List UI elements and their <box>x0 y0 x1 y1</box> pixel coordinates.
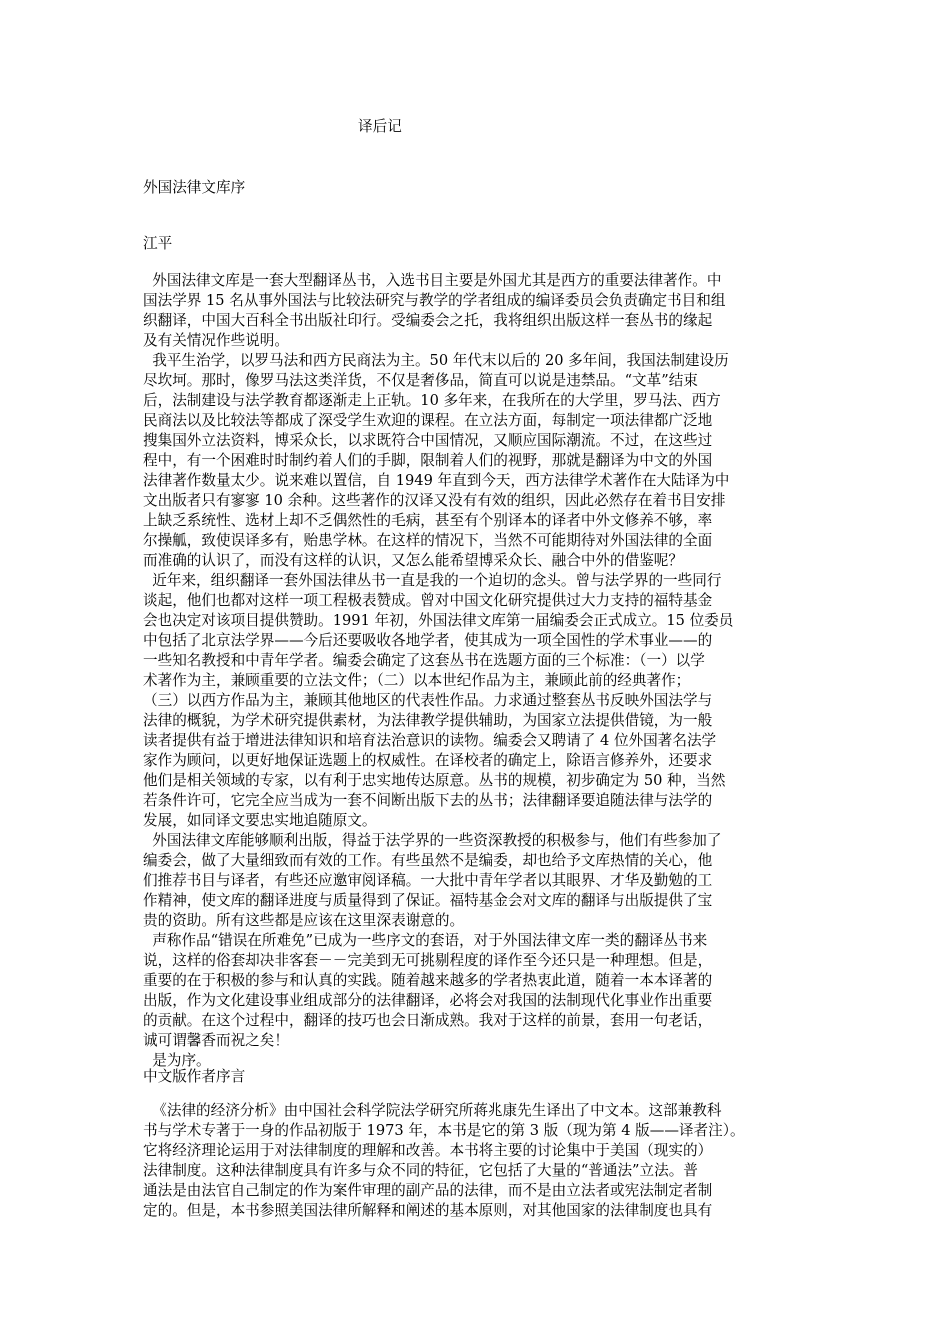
text-line: 《法律的经济分析》由中国社会科学院法学研究所蒋兆康先生译出了中文本。这部兼教科 <box>143 1102 722 1119</box>
text-line: 中包括了北京法学界——今后还要吸收各地学者，使其成为一项全国性的学术事业——的 <box>143 632 713 649</box>
text-line: 是为序。 <box>143 1052 211 1069</box>
text-line: 织翻译，中国大百科全书出版社印行。受编委会之托，我将组织出版这样一套丛书的缘起 <box>143 312 713 329</box>
text-line: 发展，如同译文要忠实地追随原文。 <box>143 812 377 829</box>
text-line: 法律著作数量太少。说来难以置信，自 1949 年直到今天，西方法律学术著作在大陆译为中 <box>143 472 730 489</box>
text-line: 外国法律文库能够顺利出版，得益于法学界的一些资深教授的积极参与，他们有些参加了 <box>143 832 722 849</box>
text-line: 文出版者只有寥寥 10 余种。这些著作的汉译又没有有效的组织，因此必然存在着书目安排 <box>143 492 726 509</box>
text-line: 通法是由法官自己制定的作为案件审理的副产品的法律，而不是由立法者或宪法制定者制 <box>143 1182 713 1199</box>
text-line: 定的。但是，本书参照美国法律所解释和阐述的基本原则，对其他国家的法律制度也具有 <box>143 1202 713 1219</box>
text-line: 一些知名教授和中青年学者。编委会确定了这套丛书在选题方面的三个标准：（一）以学 <box>143 652 705 669</box>
text-line: 国法学界 15 名从事外国法与比较法研究与教学的学者组成的编译委员会负责确定书目和组 <box>143 292 726 309</box>
text-line: 若条件许可，它完全应当成为一套不间断出版下去的丛书；法律翻译要追随法律与法学的 <box>143 792 713 809</box>
text-line: 谈起，他们也都对这样一项工程极表赞成。曾对中国文化研究提供过大力支持的福特基金 <box>143 592 713 609</box>
text-line: 尔操觚，致使误译多有，贻患学林。在这样的情况下，当然不可能期待对外国法律的全面 <box>143 532 713 549</box>
text-line: 作精神，使文库的翻译进度与质量得到了保证。福特基金会对文库的翻译与出版提供了宝 <box>143 892 713 909</box>
text-line: 上缺乏系统性、选材上却不乏偶然性的毛病，甚至有个别译本的译者中外文修养不够，率 <box>143 512 713 529</box>
text-line: 贵的资助。所有这些都是应该在这里深表谢意的。 <box>143 912 465 929</box>
text-line: 们推荐书目与译者，有些还应邀审阅译稿。一大批中青年学者以其眼界、才华及勤勉的工 <box>143 872 713 889</box>
text-line: 近年来，组织翻译一套外国法律丛书一直是我的一个迫切的念头。曾与法学界的一些同行 <box>143 572 722 589</box>
text-line: 说，这样的俗套却决非客套－－完美到无可挑剔程度的译作至今还只是一种理想。但是， <box>143 952 713 969</box>
text-line: 编委会，做了大量细致而有效的工作。有些虽然不是编委，却也给予文库热情的关心，他 <box>143 852 713 869</box>
text-line: 后，法制建设与法学教育都逐渐走上正轨。10 多年来，在我所在的大学里，罗马法、西方 <box>143 392 721 409</box>
text-line: 诚可谓馨香而祝之矣！ <box>143 1032 289 1049</box>
text-line: 尽坎坷。那时，像罗马法这类洋货，不仅是奢侈品，简直可以说是违禁品。“文革”结束 <box>143 372 698 389</box>
text-line: 书与学术专著于一身的作品初版于 1973 年，本书是它的第 3 版（现为第 4 版——译者注）。 <box>143 1122 745 1139</box>
section-heading-author-preface: 中文版作者序言 <box>143 1068 246 1085</box>
text-line: 的贡献。在这个过程中，翻译的技巧也会日渐成熟。我对于这样的前景，套用一句老话， <box>143 1012 713 1029</box>
text-line: 出版，作为文化建设事业组成部分的法律翻译，必将会对我国的法制现代化事业作出重要 <box>143 992 713 1009</box>
text-line: （三）以西方作品为主，兼顾其他地区的代表性作品。力求通过整套丛书反映外国法学与 <box>143 692 713 709</box>
text-line: 搜集国外立法资料，博采众长，以求既符合中国情况，又顺应国际潮流。不过，在这些过 <box>143 432 713 449</box>
text-line: 重要的在于积极的参与和认真的实践。随着越来越多的学者热衷此道，随着一本本译著的 <box>143 972 713 989</box>
text-line: 民商法以及比较法等都成了深受学生欢迎的课程。在立法方面，每制定一项法律都广泛地 <box>143 412 713 429</box>
text-line: 法律的概貌，为学术研究提供素材，为法律教学提供辅助，为国家立法提供借镜，为一般 <box>143 712 713 729</box>
text-line: 程中，有一个困难时时制约着人们的手脚，限制着人们的视野，那就是翻译为中文的外国 <box>143 452 713 469</box>
text-line: 外国法律文库是一套大型翻译丛书，入选书目主要是外国尤其是西方的重要法律著作。中 <box>143 272 722 289</box>
text-line: 他们是相关领域的专家，以有利于忠实地传达原意。丛书的规模，初步确定为 50 种，当然 <box>143 772 726 789</box>
text-line: 我平生治学，以罗马法和西方民商法为主。50 年代末以后的 20 多年间，我国法制建设历 <box>143 352 729 369</box>
text-line: 术著作为主，兼顾重要的立法文件；（二）以本世纪作品为主，兼顾此前的经典著作； <box>143 672 691 689</box>
text-line: 法律制度。这种法律制度具有许多与众不同的特征，它包括了大量的“普通法”立法。普 <box>143 1162 698 1179</box>
text-line: 声称作品“错误在所难免”已成为一些序文的套语，对于外国法律文库一类的翻译丛书来 <box>143 932 708 949</box>
section-heading-library-preface: 外国法律文库序 <box>143 179 246 196</box>
text-line: 会也决定对该项目提供赞助。1991 年初，外国法律文库第一届编委会正式成立。15 位委员 <box>143 612 734 629</box>
text-line: 它将经济理论运用于对法律制度的理解和改善。本书将主要的讨论集中于美国（现实的） <box>143 1142 713 1159</box>
page-title: 译后记 <box>358 118 402 135</box>
text-line: 而准确的认识了，而没有这样的认识，又怎么能希望博采众长、融合中外的借鉴呢？ <box>143 552 683 569</box>
text-line: 及有关情况作些说明。 <box>143 332 289 349</box>
text-line: 家作为顾问，以更好地保证选题上的权威性。在译校者的确定上，除语言修养外，还要求 <box>143 752 713 769</box>
preface-author: 江平 <box>143 235 173 252</box>
text-line: 读者提供有益于增进法律知识和培育法治意识的读物。编委会又聘请了 4 位外国著名法学 <box>143 732 717 749</box>
